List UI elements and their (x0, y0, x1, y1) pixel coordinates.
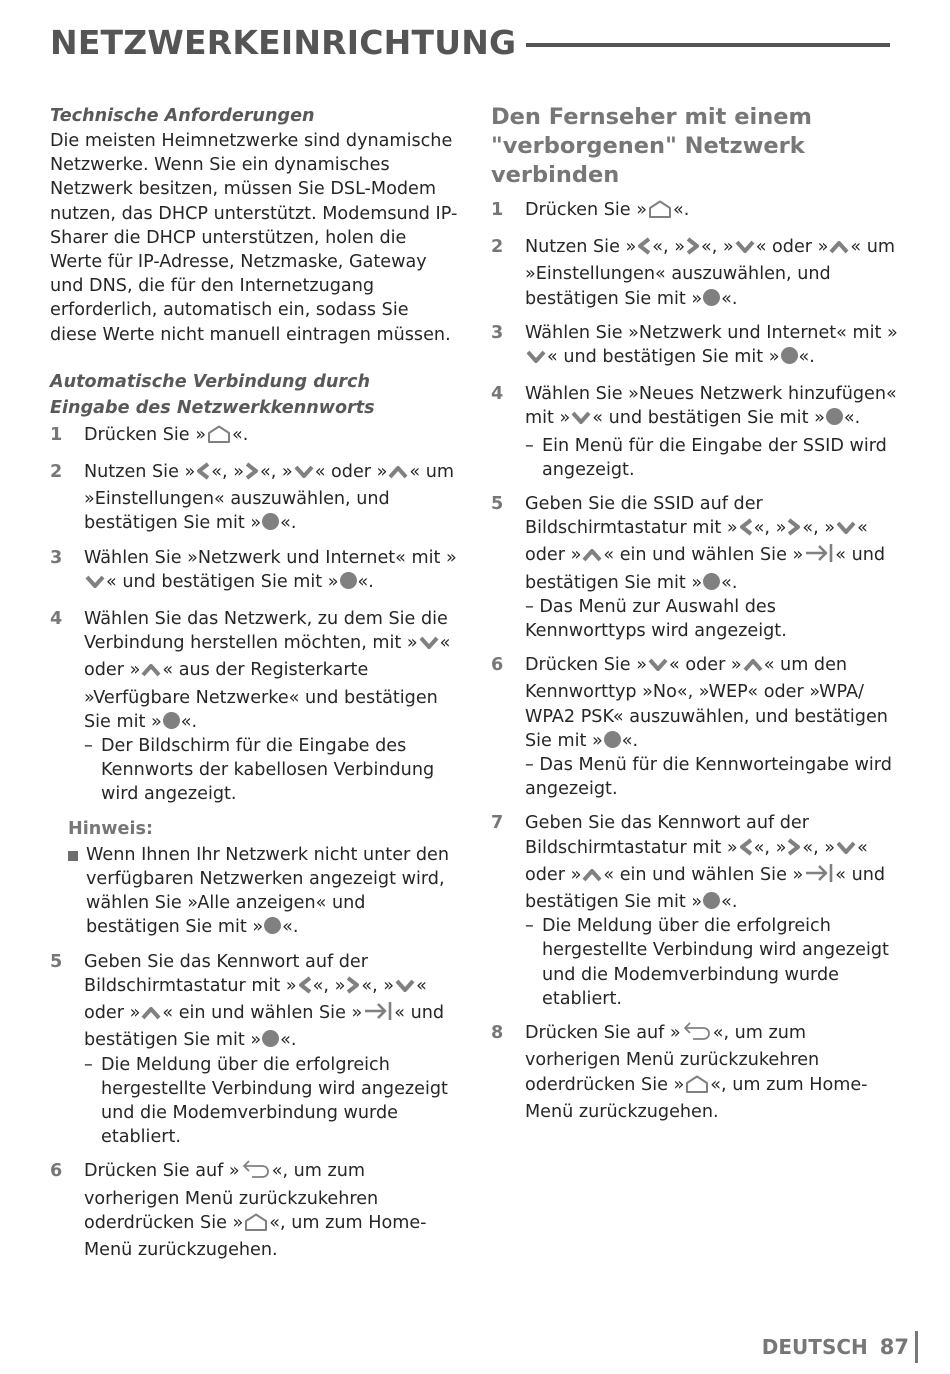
ok-button-icon (703, 573, 720, 590)
step-number: 6 (491, 655, 504, 676)
arrow-right-icon (787, 838, 801, 863)
step-7: 7 Geben Sie das Kennwort auf der Bildschirmtastatur mit » «, » «, » « oder » « ein und wählen Sie » « und bestätigen Sie mit » «. – Die Meldung über die erfolgreich hergestellte Verbindung wird angezeigt und die Modemverbindung wurde etabliert. (491, 811, 901, 1011)
arrow-down-icon (836, 519, 856, 543)
step-6: 6 Drücken Sie auf » «, um zum vorherigen Menü zurückzukehren oderdrücken Sie » «, um zum Home-Menü zurückzugehen. (50, 1159, 458, 1262)
step-number: 6 (50, 1161, 63, 1182)
step-number: 4 (50, 609, 63, 630)
arrow-down-icon (294, 463, 314, 487)
arrow-down-icon (571, 409, 591, 433)
step-number: 3 (50, 547, 63, 568)
page-number: 87 (879, 1335, 909, 1359)
step-4: 4 Wählen Sie »Neues Netzwerk hinzufügen« mit » « und bestätigen Sie mit » «. – Ein Menü für die Eingabe der SSID wird angezeigt. (491, 382, 901, 482)
step-4: 4 Wählen Sie das Netzwerk, zu dem Sie die Verbindung herstellen möchten, mit » « oder » « aus der Registerkarte »Verfügbare Netzwerke« und bestätigen Sie mit » «. – Der Bildschirm für die Eingabe des Kennworts der kabellosen Verbindung wird angezeigt. (50, 607, 458, 807)
step-number: 4 (491, 384, 504, 405)
back-icon (682, 1021, 712, 1048)
ok-button-icon (163, 712, 180, 729)
step-result: – Die Meldung über die erfolgreich hergestellte Verbindung wird angezeigt und die Modemverbindung wurde etabliert. (84, 1054, 448, 1148)
home-icon (685, 1075, 709, 1100)
arrow-up-icon (582, 546, 602, 570)
step-3: 3 Wählen Sie »Netzwerk und Internet« mit »« und bestätigen Sie mit » «. (50, 546, 458, 597)
arrow-left-icon (196, 462, 210, 487)
arrow-up-icon (141, 661, 161, 685)
step-number: 7 (491, 813, 504, 834)
step-result: – Das Menü zur Auswahl des Kennworttyps wird angezeigt. (525, 596, 787, 642)
step-result: – Ein Menü für die Eingabe der SSID wird angezeigt. (525, 435, 887, 480)
arrow-down-icon (836, 839, 856, 863)
step-number: 1 (50, 424, 63, 445)
step-8: 8 Drücken Sie auf » «, um zum vorherigen Menü zurückzukehren oderdrücken Sie » «, um zum Home-Menü zurückzugehen. (491, 1021, 901, 1124)
step-result: – Die Meldung über die erfolgreich hergestellte Verbindung wird angezeigt und die Modemverbindung wurde etabliert. (525, 916, 889, 1009)
technical-requirements-text: Die meisten Heimnetzwerke sind dynamische Netzwerke. Wenn Sie ein dynamisches Netzwerk besitzen, müssen Sie DSL-Modem nutzen, das DHCP unterstützt. Modemsund IP-Sharer die DHCP unterstützen, holen die Werte für IP-Adresse, Netzmaske, Gateway und DNS, die für den Internetzugang erforderlich, automatisch ein, sodass Sie diese Werte nicht manuell eintragen müssen. (50, 131, 458, 345)
step-1: 1 Drücken Sie » «. (50, 423, 458, 450)
step-number: 8 (491, 1023, 504, 1044)
enter-icon (804, 863, 834, 890)
ok-button-icon (826, 408, 843, 425)
ok-button-icon (703, 892, 720, 909)
arrow-right-icon (245, 462, 259, 487)
step-5: 5 Geben Sie die SSID auf der Bildschirmtastatur mit » «, » «, » « oder » « ein und wählen Sie » « und bestätigen Sie mit » «. – Das Menü zur Auswahl des Kennworttyps wird angezeigt. (491, 492, 901, 643)
step-number: 1 (491, 200, 504, 220)
step-result: – Das Menü für die Kennworteingabe wird angezeigt. (525, 755, 892, 800)
arrow-left-icon (637, 237, 651, 262)
arrow-left-icon (739, 838, 753, 863)
arrow-up-icon (743, 656, 763, 680)
note-item: Wenn Ihnen Ihr Netzwerk nicht unter den verfügbaren Netzwerken angezeigt wird, wählen Sie »Alle anzeigen« und bestätigen Sie mit » «. (68, 843, 458, 940)
page-title: NETZWERKEINRICHTUNG (50, 23, 517, 62)
arrow-right-icon (686, 237, 700, 262)
step-2: 2 Nutzen Sie » «, » «, » « oder » « um »Einstellungen« auszuwählen, und bestätigen Sie mit » «. (491, 235, 901, 311)
step-5: 5 Geben Sie das Kennwort auf der Bildschirmtastatur mit » «, » «, » « oder » « ein und wählen Sie » « und bestätigen Sie mit » «. – Die Meldung über die erfolgreich hergestellte Verbindung wird angezeigt und die Modemverbindung wurde etabliert. (50, 950, 458, 1150)
section-title-hidden-network: Den Fernseher mit einem "verborgenen" Netzwerk verbinden (491, 104, 812, 188)
arrow-down-icon (648, 656, 668, 680)
ok-button-icon (781, 347, 798, 364)
arrow-left-icon (298, 976, 312, 1001)
home-icon (648, 200, 672, 225)
home-icon (207, 425, 231, 450)
steps-list-left (50, 423, 458, 1262)
footer-bar (915, 1331, 918, 1363)
arrow-up-icon (582, 866, 602, 890)
page-footer (762, 1330, 918, 1364)
arrow-up-icon (141, 1004, 161, 1028)
arrow-down-icon (85, 573, 105, 597)
right-column (491, 103, 901, 1134)
step-result: – Der Bildschirm für die Eingabe des Kennworts der kabellosen Verbindung wird angezeigt. (84, 736, 435, 805)
arrow-up-icon (388, 463, 408, 487)
arrow-up-icon (829, 238, 849, 262)
back-icon (241, 1159, 271, 1186)
ok-button-icon (340, 572, 357, 589)
left-column (50, 103, 458, 1272)
arrow-left-icon (739, 518, 753, 543)
step-number: 5 (491, 494, 504, 515)
ok-button-icon (703, 289, 720, 306)
page-header (50, 20, 890, 66)
step-number: 3 (491, 322, 504, 343)
step-number: 2 (491, 237, 504, 258)
home-icon (244, 1213, 268, 1238)
ok-button-icon (262, 1030, 279, 1047)
arrow-down-icon (735, 238, 755, 262)
arrow-right-icon (787, 518, 801, 543)
bullet-square-icon (68, 851, 78, 861)
step-number: 2 (50, 462, 63, 483)
step-3: 3 Wählen Sie »Netzwerk und Internet« mit »« und bestätigen Sie mit » «. (491, 321, 901, 372)
footer-language: DEUTSCH (761, 1335, 868, 1359)
step-2: 2 Nutzen Sie » «, » «, » « oder » « um »Einstellungen« auszuwählen, und bestätigen Sie mit » «. (50, 460, 458, 536)
section-title-technical-requirements: Technische Anforderungen (50, 106, 315, 126)
step-1: 1 Drücken Sie » «. (491, 198, 901, 225)
enter-icon (363, 1001, 393, 1028)
steps-list-right (491, 198, 901, 1124)
arrow-down-icon (526, 348, 546, 372)
arrow-down-icon (419, 634, 439, 658)
ok-button-icon (604, 731, 621, 748)
step-6: 6 Drücken Sie » « oder » « um den Kennworttyp »No«, »WEP« oder »WPA/ WPA2 PSK« auszuwählen, und bestätigen Sie mit » «. – Das Menü für die Kennworteingabe wird angezeigt. (491, 653, 901, 801)
section-title-automatic-connection: Automatische Verbindung durch Eingabe des Netzwerkkennworts (50, 371, 375, 418)
enter-icon (804, 543, 834, 570)
note-title: Hinweis: (68, 818, 154, 839)
arrow-right-icon (346, 976, 360, 1001)
step-number: 5 (50, 951, 63, 972)
arrow-down-icon (395, 977, 415, 1001)
ok-button-icon (262, 513, 279, 530)
header-rule (526, 43, 890, 47)
ok-button-icon (264, 917, 281, 934)
